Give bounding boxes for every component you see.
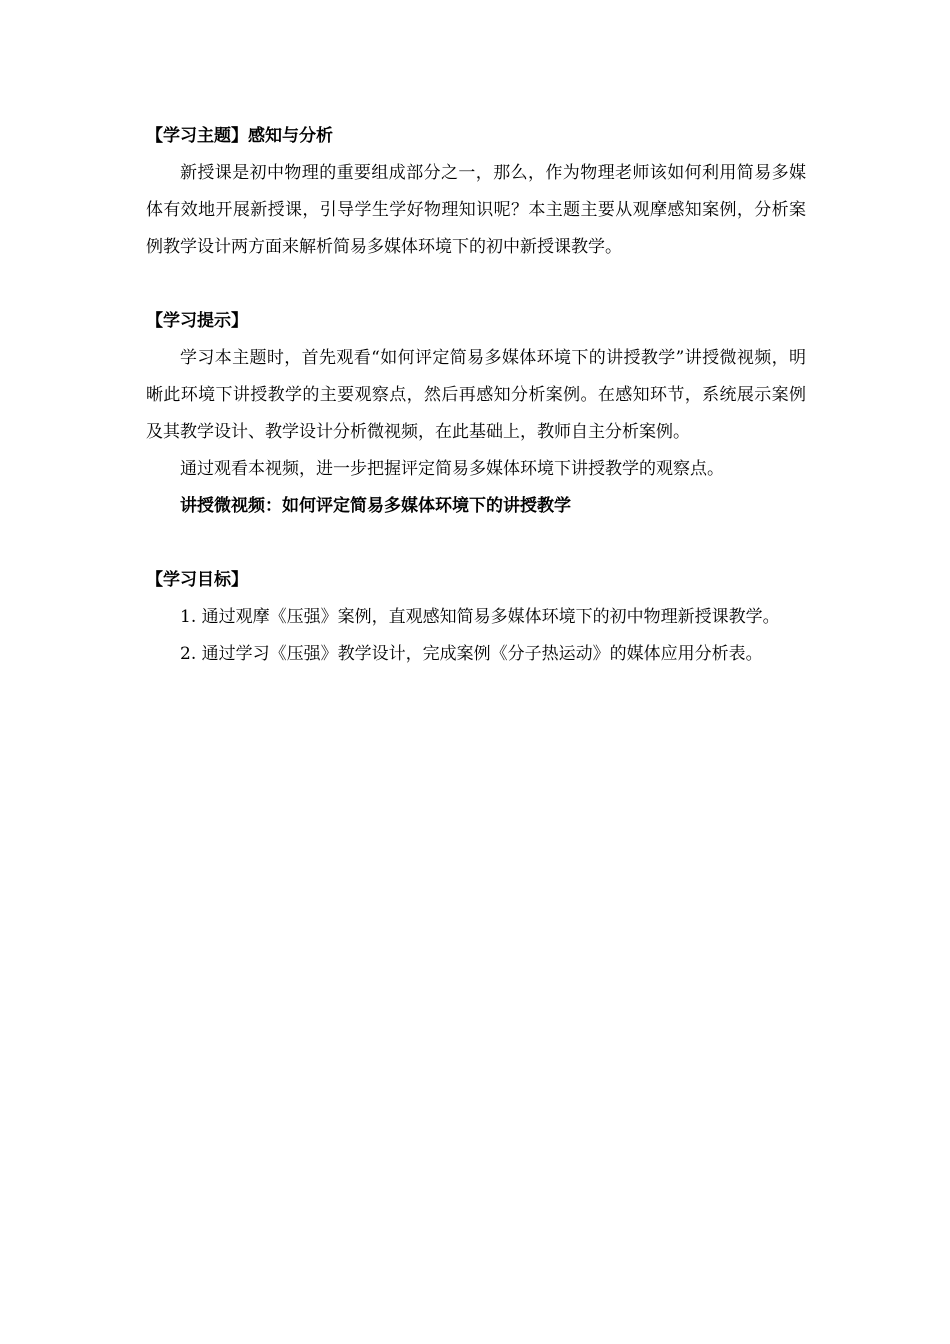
tips-paragraph-1: 学习本主题时，首先观看“如何评定简易多媒体环境下的讲授教学”讲授微视频，明晰此环境下讲授教学的主要观察点，然后再感知分析案例。在感知环节，系统展示案例及其教学设计、教学设计分析微视频，在此基础上，教师自主分析案例。 [146, 348, 806, 442]
goals-heading: 【学习目标】 [146, 570, 248, 590]
tips-heading: 【学习提示】 [146, 311, 248, 331]
goal-item-1: 1. 通过观摩《压强》案例，直观感知简易多媒体环境下的初中物理新授课教学。 [180, 607, 780, 627]
theme-paragraph: 新授课是初中物理的重要组成部分之一，那么，作为物理老师该如何利用简易多媒体有效地开展新授课，引导学生学好物理知识呢？本主题主要从观摩感知案例，分析案例教学设计两方面来解析简易多媒体环境下的初中新授课教学。 [146, 163, 806, 257]
section-gap [146, 525, 806, 562]
theme-heading: 【学习主题】感知与分析 [146, 126, 333, 146]
section-gap [146, 266, 806, 303]
goal-item-2: 2. 通过学习《压强》教学设计，完成案例《分子热运动》的媒体应用分析表。 [180, 644, 763, 664]
document-page [146, 118, 806, 673]
video-title: 讲授微视频：如何评定简易多媒体环境下的讲授教学 [180, 496, 571, 516]
tips-paragraph-2: 通过观看本视频，进一步把握评定简易多媒体环境下讲授教学的观察点。 [180, 459, 724, 479]
